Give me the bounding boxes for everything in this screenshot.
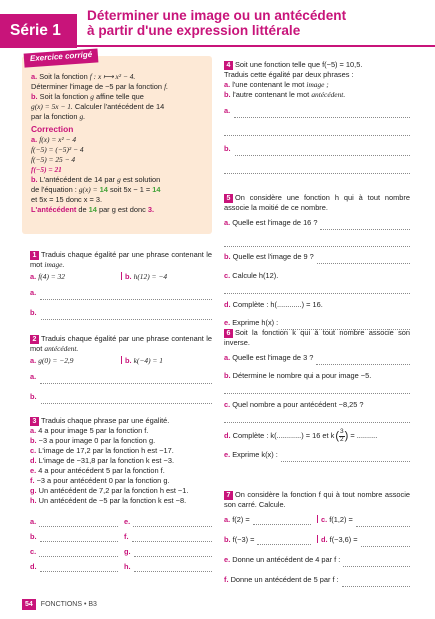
answer-row: d. — [30, 562, 118, 572]
exercise-number: 2 — [30, 335, 39, 344]
answer-line[interactable] — [224, 164, 410, 174]
exercise-5: 5 On considère une fonction h qui à tout nombre associe la moitié de ce nombre. a. Quelle est l'image de 16 ? b. Quelle est l'image de 9 ? c. Calcule h(12). d. Complète : h(............) = 16. e. Exprime h(x) : — [224, 193, 410, 330]
answer-line[interactable] — [235, 146, 410, 156]
answer-row: g. — [124, 547, 212, 557]
answer-line[interactable] — [132, 532, 212, 542]
exercise-2: 2 Traduis chaque égalité par une phrase contenant le mot antécédent. a. g(0) = −2,9 b. k(−4) = 1 a. b. — [30, 334, 212, 404]
answer-line[interactable] — [356, 517, 410, 527]
answer-line[interactable] — [134, 547, 212, 557]
exercise-3: 3 Traduis chaque phrase par une égalité. a. 4 a pour image 5 par la fonction f. b. −3 a pour image 0 par la fonction g. c. L'image de 17,2 par la fonction h est −17. d. L'image de −31,8 par la fonction k est −3. e. 4 a pour antécédent 5 par la fonction f. f. −3 a pour antécédent 0 par la fonction g. g. Un antécédent de 7,2 par la fonction h est −1. h. Un antécédent de −5 par la fonction k est −8. a. b. c. d. e. f. g. h. — [30, 416, 212, 572]
answer-line[interactable] — [361, 537, 410, 547]
exercise-number: 1 — [30, 251, 39, 260]
exercise-4: 4 Soit une fonction telle que f(−5) = 10,5. Traduis cette égalité par deux phrases : a. l'une contenant le mot image ; b. l'autre contenant le mot antécédent. a. b. — [224, 60, 410, 174]
answer-line[interactable] — [281, 452, 410, 462]
exercise-number: 3 — [30, 417, 39, 426]
answer-line[interactable] — [40, 562, 118, 572]
list-item: f. −3 a pour antécédent 0 par la fonction g. — [30, 475, 170, 485]
list-item: h. Un antécédent de −5 par la fonction k est −8. — [30, 495, 187, 505]
solved-exercise-box: a. Soit la fonction f : x ⟼ x² − 4. Déterminer l'image de −5 par la fonction f. b. Soit la fonction g affine telle que g(x) = 5x − 1. Calculer l'antécédent de 14 par la fonction g. Correction a. f(x) = x² − 4 f(−5) = (−5)² − 4 f(−5) = 25 − 4 f(−5) = 21 b. L'antécédent de 14 par g est solution de l'équation : g(x) = 14 soit 5x − 1 = 14 et 5x = 15 donc x = 3. L'antécédent de 14 par g est donc 3. — [22, 56, 212, 234]
solved-exercise-label: Exercice corrigé — [24, 48, 99, 67]
exercise-number: 7 — [224, 491, 233, 500]
exercise-number: 6 — [224, 329, 233, 338]
exercise-number: 5 — [224, 194, 233, 203]
correction-heading: Correction — [31, 123, 74, 134]
exercise-1: 1 Traduis chaque égalité par une phrase contenant le mot image. a. f(4) = 32 b. h(12) = −4 a. b. — [30, 250, 212, 320]
answer-line[interactable] — [320, 220, 410, 230]
answer-line[interactable] — [41, 310, 212, 320]
answer-line[interactable] — [134, 562, 212, 572]
exercise-number: 4 — [224, 61, 233, 70]
answer-row: e. — [124, 517, 212, 527]
series-tab: Série 1 — [0, 14, 77, 48]
answer-line[interactable] — [317, 254, 410, 264]
answer-row: c. — [30, 547, 118, 557]
title-underline — [77, 45, 435, 47]
list-item: c. L'image de 17,2 par la fonction h est −17. — [30, 445, 174, 455]
answer-line[interactable] — [41, 394, 212, 404]
answer-line[interactable] — [39, 547, 118, 557]
answer-line[interactable] — [39, 517, 118, 527]
answer-row: h. — [124, 562, 212, 572]
list-item: g. Un antécédent de 7,2 par la fonction h est −1. — [30, 485, 189, 495]
answer-line[interactable] — [342, 577, 410, 587]
answer-row: a. — [30, 517, 118, 527]
exercise-7: 7 On considère la fonction f qui à tout nombre associe son carré. Calcule. a. f(2) = c. f(1,2) = b. f(−3) = d. f(−3,6) = e. Donne un antécédent de 4 par f : f. Donne un antécédent de 5 par f : — [224, 490, 410, 587]
answer-row: b. — [30, 532, 118, 542]
answer-line[interactable] — [40, 532, 118, 542]
answer-line[interactable] — [257, 535, 311, 545]
answer-line[interactable] — [40, 290, 212, 300]
answer-row: f. — [124, 532, 212, 542]
answer-line[interactable] — [224, 237, 410, 247]
answer-line[interactable] — [316, 355, 410, 365]
list-item: e. 4 a pour antécédent 5 par la fonction f. — [30, 465, 165, 475]
exercise-6: 6 Soit la fonction k qui à tout nombre associe son inverse. a. Quelle est l'image de 3 ? b. Détermine le nombre qui a pour image −5. c. Quel nombre a pour antécédent −8,25 ? d. Complète : k(............) = 16 et k ( 3 2 ) = .......... e. Exprime k(x) : — [224, 328, 410, 462]
answer-line[interactable] — [133, 517, 212, 527]
page-number: 54 — [22, 599, 36, 610]
answer-line[interactable] — [40, 374, 212, 384]
answer-line[interactable] — [253, 515, 311, 525]
page-footer: 54 FONCTIONS • B3 — [22, 599, 97, 610]
list-item: d. L'image de −31,8 par la fonction k est −3. — [30, 455, 174, 465]
answer-line[interactable] — [224, 126, 410, 136]
answer-line[interactable] — [224, 284, 410, 294]
answer-line[interactable] — [224, 384, 410, 394]
page-title: Déterminer une image ou un antécédent à partir d'une expression littérale — [87, 8, 347, 38]
answer-line[interactable] — [224, 413, 410, 423]
list-item: a. 4 a pour image 5 par la fonction f. — [30, 426, 149, 435]
list-item: b. −3 a pour image 0 par la fonction g. — [30, 435, 156, 445]
answer-line[interactable] — [343, 557, 410, 567]
answer-line[interactable] — [234, 108, 410, 118]
